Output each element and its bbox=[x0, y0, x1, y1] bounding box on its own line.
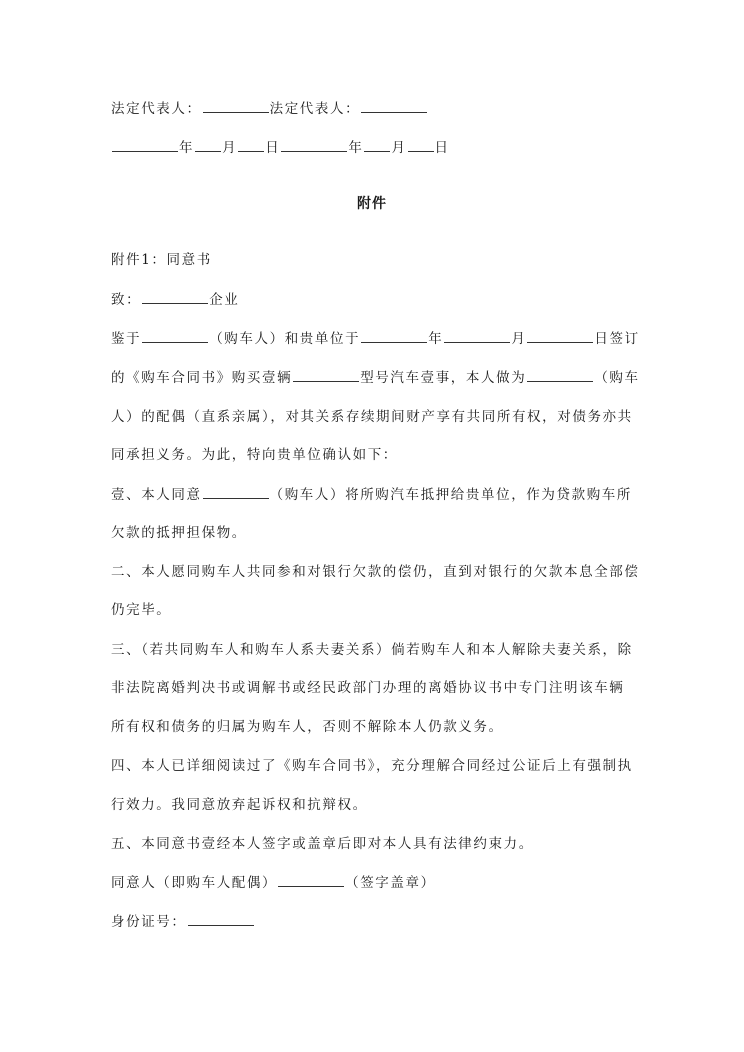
item-4-line: 行效力。我同意放弃起诉权和抗辩权。 bbox=[111, 797, 368, 813]
paragraph-line bbox=[111, 369, 640, 387]
text: 月 bbox=[511, 331, 527, 347]
consenter-label: 同意人（即购车人配偶） bbox=[111, 875, 278, 891]
consenter-line bbox=[111, 874, 436, 892]
year-label: 年 bbox=[348, 140, 364, 156]
text: （购车 bbox=[594, 370, 640, 386]
legal-rep-blank[interactable] bbox=[361, 100, 427, 113]
year-blank[interactable] bbox=[112, 139, 178, 152]
addressee-line bbox=[111, 291, 239, 309]
month-blank[interactable] bbox=[195, 139, 221, 152]
month-blank[interactable] bbox=[364, 139, 390, 152]
month-blank[interactable] bbox=[444, 330, 510, 343]
paragraph-line: 同承担义务。为此，特向贵单位确认如下： bbox=[111, 447, 398, 463]
year-blank[interactable] bbox=[281, 139, 347, 152]
item-3-line: 所有权和债务的归属为购车人，否则不解除本人仍款义务。 bbox=[111, 719, 504, 735]
day-blank[interactable] bbox=[238, 139, 264, 152]
day-label: 日 bbox=[434, 140, 450, 156]
attachment-subtitle: 附件1：同意书 bbox=[111, 252, 212, 268]
id-number-blank[interactable] bbox=[188, 913, 254, 926]
day-blank[interactable] bbox=[408, 139, 434, 152]
text: 壹、本人同意 bbox=[111, 487, 202, 503]
item-2-line: 二、本人愿同购车人共同参和对银行欠款的偿仍，直到对银行的欠款本息全部偿 bbox=[111, 564, 640, 580]
item-3-line: 非法院离婚判决书或调解书或经民政部门办理的离婚协议书中专门注明该车辆 bbox=[111, 680, 625, 696]
to-label: 致： bbox=[111, 292, 142, 308]
date-line bbox=[111, 139, 450, 157]
id-line bbox=[111, 913, 255, 931]
attachment-heading: 附件 bbox=[357, 196, 387, 212]
text: 型号汽车壹事，本人做为 bbox=[360, 370, 527, 386]
legal-rep-label: 法定代表人： bbox=[111, 101, 202, 117]
signature-blank[interactable] bbox=[278, 874, 344, 887]
item-1-line: 欠款的抵押担保物。 bbox=[111, 525, 247, 541]
item-3-line: 三、（若共同购车人和购车人系夫妻关系）倘若购车人和本人解除夫妻关系，除 bbox=[111, 642, 633, 658]
day-label: 日 bbox=[265, 140, 281, 156]
item-2-line: 仍完毕。 bbox=[111, 602, 172, 618]
legal-rep-line bbox=[111, 100, 428, 118]
text: （购车人）将所购汽车抵押给贵单位，作为贷款购车所 bbox=[269, 487, 633, 503]
legal-rep-label: 法定代表人： bbox=[269, 101, 361, 117]
month-label: 月 bbox=[222, 140, 238, 156]
text: 日签订 bbox=[594, 331, 640, 347]
month-label: 月 bbox=[391, 140, 407, 156]
year-label: 年 bbox=[179, 140, 195, 156]
signature-suffix: （签字盖章） bbox=[345, 875, 436, 891]
legal-rep-blank[interactable] bbox=[203, 100, 269, 113]
company-suffix: 企业 bbox=[209, 292, 240, 308]
id-label: 身份证号： bbox=[111, 914, 187, 930]
text: 鉴于 bbox=[111, 331, 142, 347]
paragraph-line bbox=[111, 330, 640, 348]
model-blank[interactable] bbox=[293, 369, 359, 382]
paragraph-line: 人）的配偶（直系亲属），对其关系存续期间财产享有共同所有权，对债务亦共 bbox=[111, 409, 633, 425]
buyer-blank[interactable] bbox=[203, 486, 269, 499]
item-4-line: 四、本人已详细阅读过了《购车合同书》，充分理解合同经过公证后上有强制执 bbox=[111, 758, 633, 774]
text: 年 bbox=[428, 331, 444, 347]
day-blank[interactable] bbox=[527, 330, 593, 343]
text: 的《购车合同书》购买壹辆 bbox=[111, 370, 293, 386]
item-1-line bbox=[111, 486, 632, 504]
text: （购车人）和贵单位于 bbox=[209, 331, 361, 347]
item-5-line: 五、本同意书壹经本人签字或盖章后即对本人具有法律约束力。 bbox=[111, 836, 534, 852]
buyer-blank[interactable] bbox=[142, 330, 208, 343]
buyer-blank[interactable] bbox=[527, 369, 593, 382]
year-blank[interactable] bbox=[361, 330, 427, 343]
company-blank[interactable] bbox=[142, 291, 208, 304]
